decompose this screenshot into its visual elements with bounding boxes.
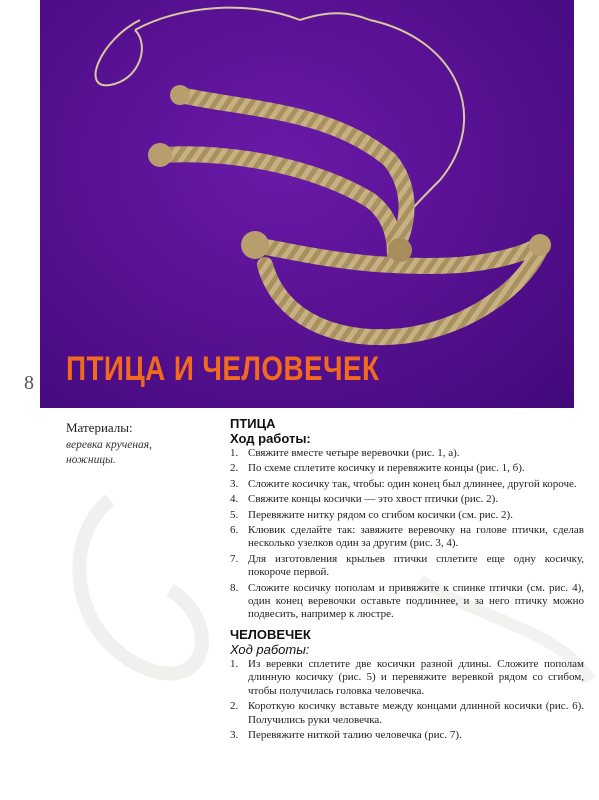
step-number: 7. — [230, 552, 239, 565]
materials-item: ножницы. — [66, 454, 116, 466]
step-number: 2. — [230, 700, 239, 713]
rope-bird-illustration — [40, 0, 574, 408]
step-number: 4. — [230, 493, 239, 506]
list-item — [230, 658, 584, 698]
materials-block — [66, 420, 216, 468]
step-text: Короткую косичку вставьте между концами длинной косички (рис. 6). Получились руки человечка. — [248, 700, 584, 726]
wing-braid-lower — [160, 154, 395, 255]
list-item — [230, 447, 584, 460]
step-number: 3. — [230, 477, 239, 490]
tail-knot — [241, 231, 269, 259]
page-title: ПТИЦА И ЧЕЛОВЕЧЕК — [66, 350, 380, 388]
string-top — [135, 8, 300, 30]
bird-section-subtitle: Ход работы: — [230, 431, 311, 446]
step-number: 5. — [230, 508, 239, 521]
list-item — [230, 524, 584, 551]
man-section-subtitle: Ход работы: — [230, 641, 310, 657]
list-item — [230, 509, 584, 522]
list-item — [230, 493, 584, 506]
materials-item: веревка крученая, — [66, 439, 153, 451]
center-knot — [388, 238, 412, 262]
list-item — [230, 478, 584, 491]
page-number: 8 — [24, 372, 34, 394]
bird-section-title: ПТИЦА — [230, 416, 276, 431]
list-item — [230, 700, 584, 727]
step-text: Клювик сделайте так: завяжите веревочку на голове птички, сделав несколько узелков один за другим (рис. 3, 4). — [248, 524, 584, 550]
man-steps-list — [230, 658, 584, 742]
man-section — [230, 627, 584, 742]
instructions — [230, 416, 584, 744]
rope-bird-photo — [40, 0, 574, 408]
frayed-end — [148, 143, 172, 167]
step-text: Из веревки сплетите две косички разной длины. Сложите пополам длинную косичку (рис. 5) и перевяжите веревкой рядом со сгибом, чтобы получилась головка человечка. — [248, 657, 584, 697]
step-number: 1. — [230, 657, 239, 670]
man-section-title: ЧЕЛОВЕЧЕК — [230, 626, 311, 642]
step-text: Сложите косичку так, чтобы: один конец был длиннее, другой короче. — [248, 477, 577, 490]
step-number: 8. — [230, 581, 239, 594]
head-knot — [529, 234, 551, 256]
step-text: Свяжите концы косички — это хвост птички (рис. 2). — [248, 493, 499, 506]
step-text: Перевяжите нитку рядом со сгибом косички (см. рис. 2). — [248, 508, 513, 521]
step-text: По схеме сплетите косичку и перевяжите концы (рис. 1, б). — [248, 462, 525, 475]
materials-heading: Материалы: — [66, 420, 133, 435]
frayed-end — [170, 85, 190, 105]
step-text: Сложите косичку пополам и привяжите к спинке птички (см. рис. 4), один конец веревочки оставьте подлиннее, и за него птичку можно подвесить, например к люстре. — [248, 581, 584, 621]
step-number: 1. — [230, 447, 239, 459]
step-text: Перевяжите ниткой талию человечка (рис. 7). — [248, 728, 462, 741]
step-text: Для изготовления крыльев птички сплетите еще одну косичку, покороче первой. — [248, 552, 584, 579]
step-number: 2. — [230, 462, 239, 475]
list-item — [230, 462, 584, 475]
step-number: 3. — [230, 728, 239, 741]
bird-steps-list — [230, 447, 584, 622]
step-text: Свяжите вместе четыре веревочки (рис. 1, а). — [248, 447, 460, 459]
list-item — [230, 582, 584, 622]
list-item — [230, 729, 584, 742]
step-number: 6. — [230, 524, 239, 537]
list-item — [230, 553, 584, 580]
